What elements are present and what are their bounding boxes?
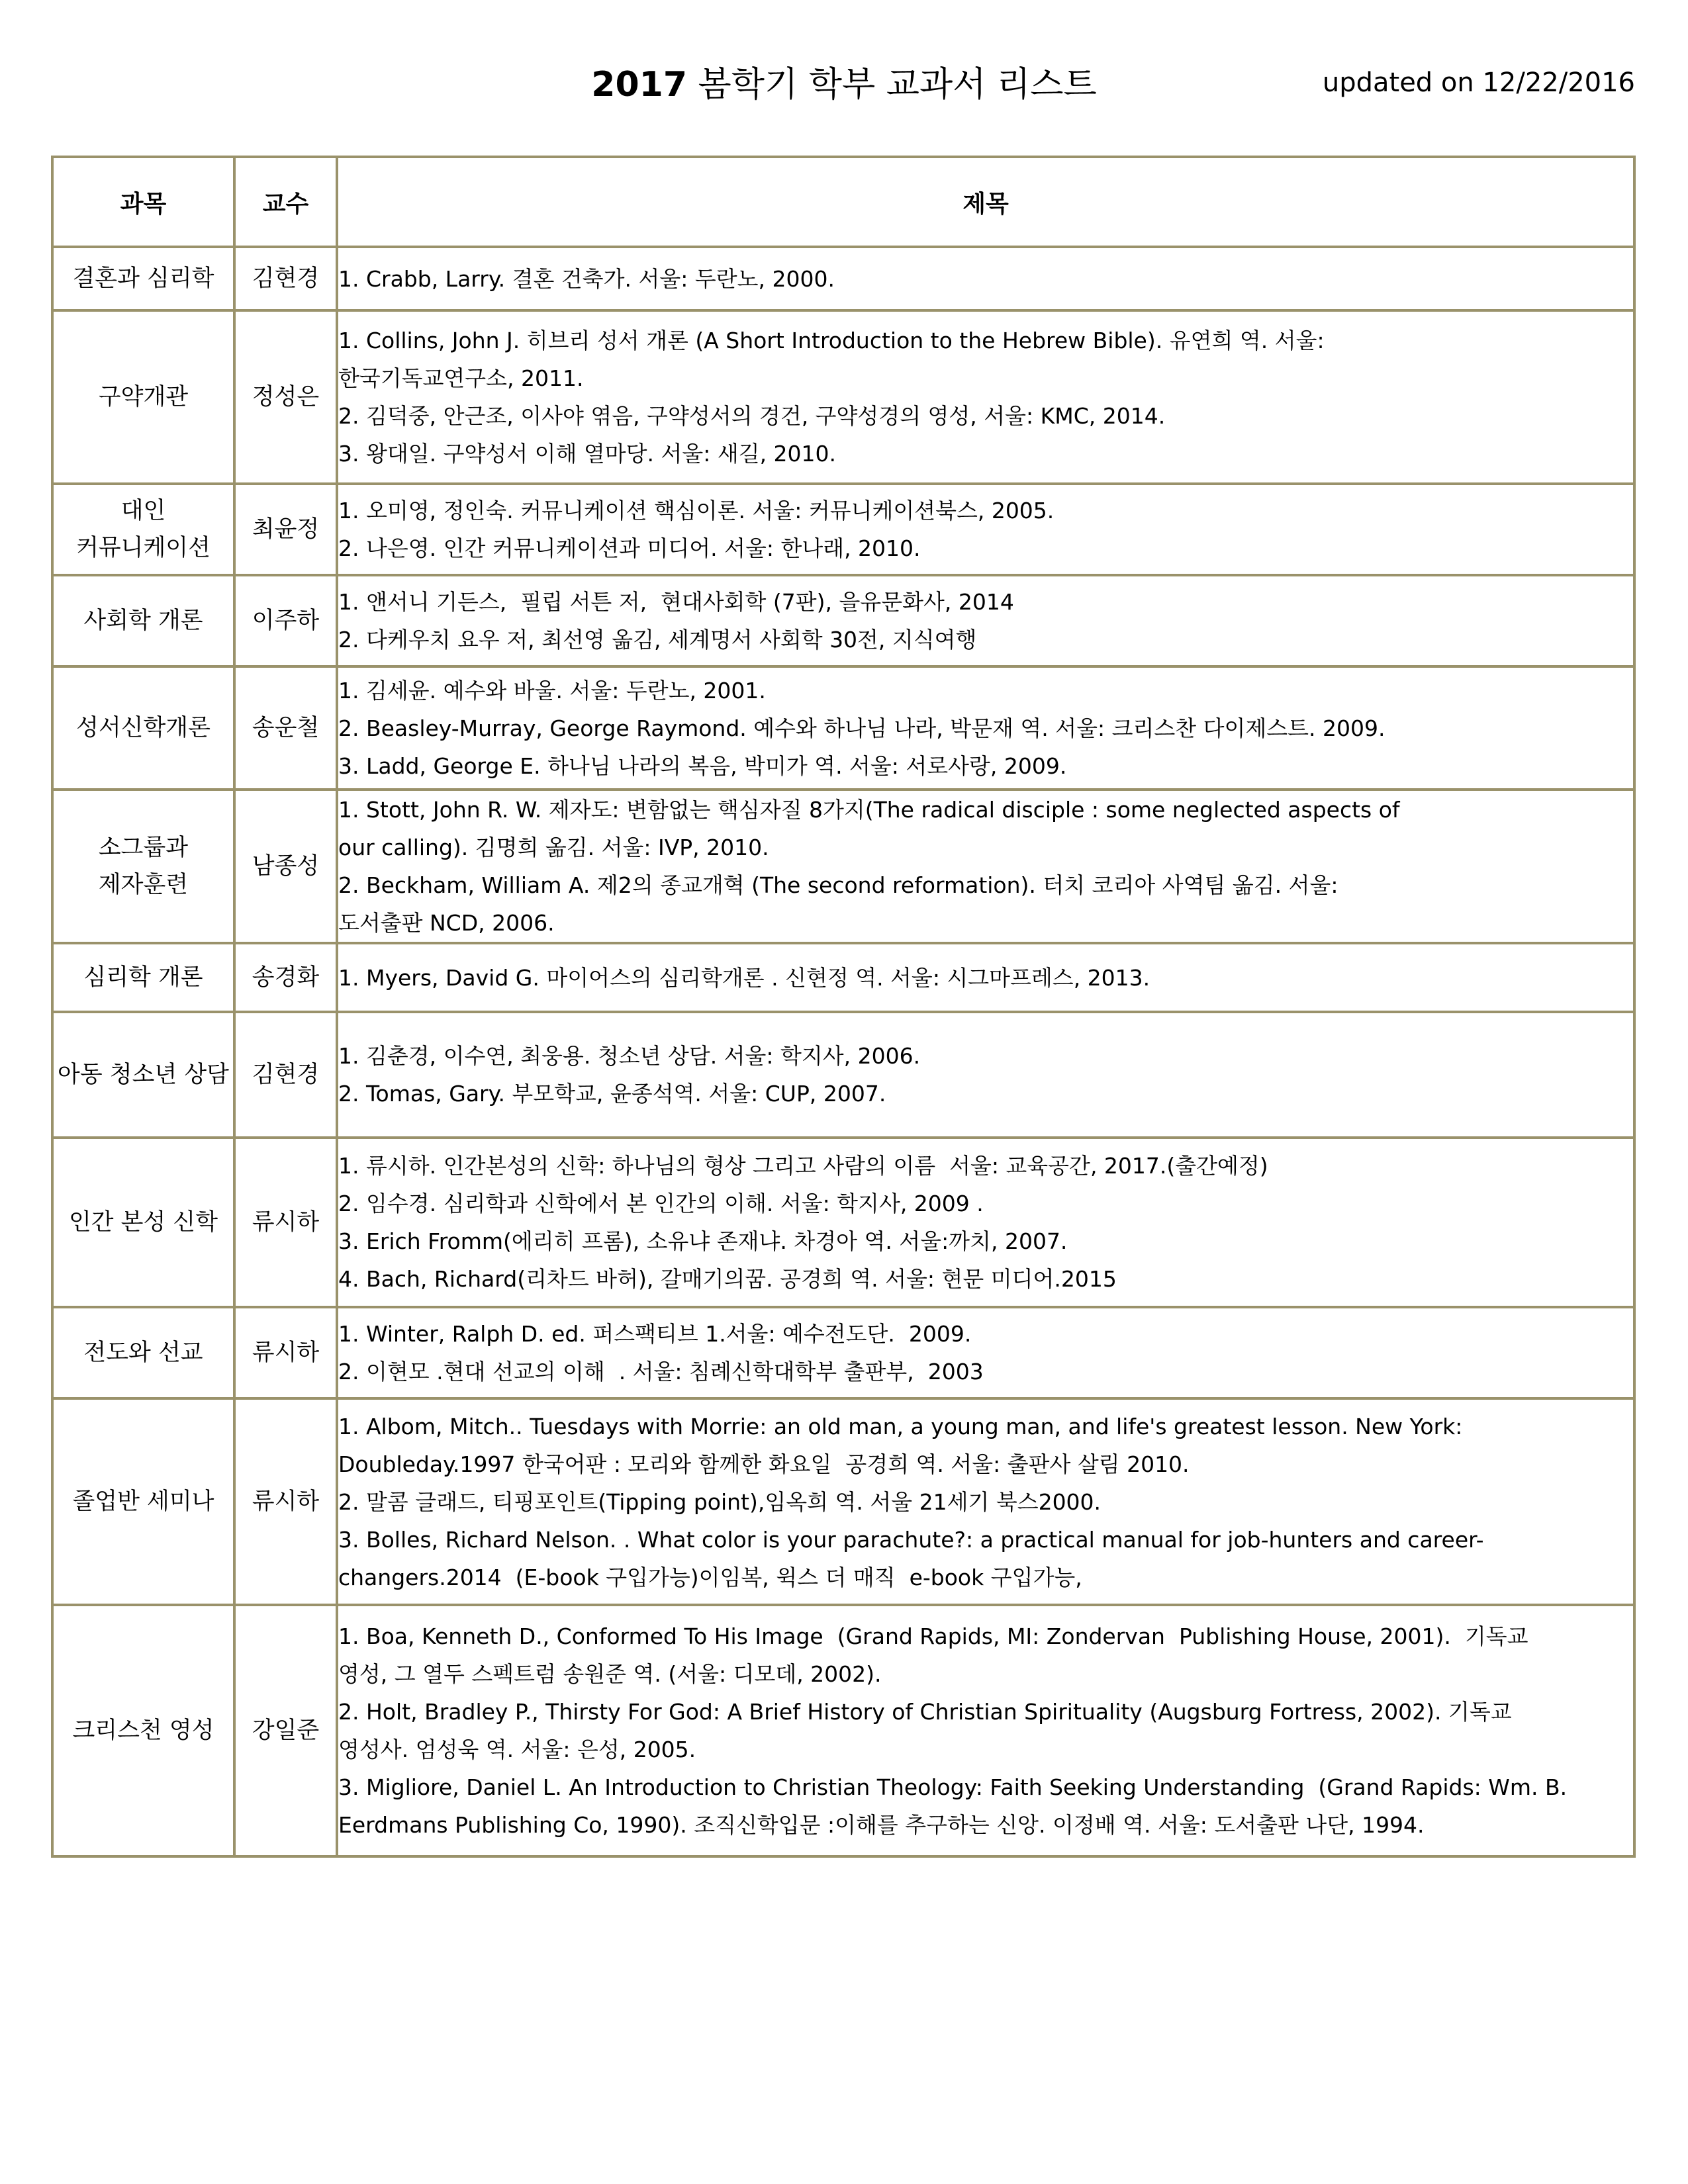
books-cell bbox=[337, 310, 1634, 484]
table-row bbox=[52, 247, 1634, 310]
course-cell: 심리학 개론 bbox=[52, 943, 234, 1012]
table-body bbox=[52, 247, 1634, 1856]
header-title: 제목 bbox=[337, 157, 1634, 247]
book-entry-line: 1. Boa, Kenneth D., Conformed To His Image (Grand Rapids, MI: Zondervan Publishing House, 2001). 기독교 bbox=[338, 1623, 1528, 1649]
title-text: 봄학기 학부 교과서 리스트 bbox=[687, 65, 1097, 105]
book-entry-line: 3. Bolles, Richard Nelson. . What color is your parachute?: a practical manual for job-hunters and career- bbox=[338, 1526, 1484, 1553]
course-cell: 졸업반 세미나 bbox=[52, 1398, 234, 1605]
book-entry-line: Doubleday.1997 한국어판 : 모리와 함께한 화요일 공경희 역. 서울: 출판사 살림 2010. bbox=[338, 1451, 1190, 1477]
header-professor: 교수 bbox=[234, 157, 337, 247]
book-entry-line: 1. 류시하. 인간본성의 신학: 하나님의 형상 그리고 사람의 이름 서울: 교육공간, 2017.(출간예정) bbox=[338, 1153, 1268, 1179]
book-entry-line: 2. Tomas, Gary. 부모학교, 윤종석역. 서울: CUP, 2007. bbox=[338, 1081, 886, 1107]
title-year: 2017 bbox=[591, 65, 688, 105]
book-entry-line: our calling). 김명희 옮김. 서울: IVP, 2010. bbox=[338, 835, 769, 860]
table-row bbox=[52, 666, 1634, 790]
table-header-row bbox=[52, 157, 1634, 247]
book-entry-line: 4. Bach, Richard(리차드 바허), 갈매기의꿈. 공경희 역. 서울: 현문 미디어.2015 bbox=[338, 1266, 1117, 1292]
book-entry-line: 한국기독교연구소, 2011. bbox=[338, 365, 584, 391]
header-course: 과목 bbox=[52, 157, 234, 247]
book-entry-line: 2. 임수경. 심리학과 신학에서 본 인간의 이해. 서울: 학지사, 2009 . bbox=[338, 1191, 984, 1216]
book-entry-line: 2. 김덕중, 안근조, 이사야 엮음, 구약성서의 경건, 구약성경의 영성, 서울: KMC, 2014. bbox=[338, 403, 1166, 429]
book-entry-line: 3. Ladd, George E. 하나님 나라의 복음, 박미가 역. 서울: 서로사랑, 2009. bbox=[338, 752, 1067, 779]
books-cell bbox=[337, 1398, 1634, 1605]
book-entry-line: 3. 왕대일. 구약성서 이해 열마당. 서울: 새길, 2010. bbox=[338, 441, 837, 467]
table-row bbox=[52, 1605, 1634, 1856]
books-cell bbox=[337, 1012, 1634, 1138]
book-entry-line: 1. Collins, John J. 히브리 성서 개론 (A Short Introduction to the Hebrew Bible). 유연희 역. 서울: bbox=[338, 328, 1325, 353]
books-cell bbox=[337, 943, 1634, 1012]
course-cell: 성서신학개론 bbox=[52, 666, 234, 790]
professor-cell: 송운철 bbox=[234, 666, 337, 790]
table-row bbox=[52, 1398, 1634, 1605]
professor-cell: 송경화 bbox=[234, 943, 337, 1012]
book-entry-line: 1. Crabb, Larry. 결혼 건축가. 서울: 두란노, 2000. bbox=[338, 265, 835, 292]
table-row bbox=[52, 1012, 1634, 1138]
book-entry-line: 2. Beasley-Murray, George Raymond. 예수와 하나님 나라, 박문재 역. 서울: 크리스찬 다이제스트. 2009. bbox=[338, 715, 1385, 741]
table-row bbox=[52, 790, 1634, 943]
book-entry-line: 영성사. 엄성욱 역. 서울: 은성, 2005. bbox=[338, 1737, 696, 1762]
professor-cell: 류시하 bbox=[234, 1307, 337, 1398]
table-row bbox=[52, 1138, 1634, 1307]
course-cell: 대인 커뮤니케이션 bbox=[52, 484, 234, 575]
book-entry-line: 1. Stott, John R. W. 제자도: 변함없는 핵심자질 8가지(The radical disciple : some neglected aspects of bbox=[338, 797, 1400, 823]
professor-cell: 김현경 bbox=[234, 247, 337, 310]
book-entry-line: 1. 앤서니 기든스, 필립 서튼 저, 현대사회학 (7판), 을유문화사, 2014 bbox=[338, 589, 1014, 615]
book-entry-line: changers.2014 (E-book 구입가능)이임복, 윅스 더 매직 e-book 구입가능, bbox=[338, 1564, 1082, 1590]
professor-cell: 남종성 bbox=[234, 790, 337, 943]
book-entry-line: 3. Erich Fromm(에리히 프롬), 소유냐 존재냐. 차경아 역. 서울:까치, 2007. bbox=[338, 1228, 1068, 1254]
book-entry-line: 2. Holt, Bradley P., Thirsty For God: A Brief History of Christian Spirituality (Augsburg Fortress, 2002). 기독교 bbox=[338, 1699, 1512, 1725]
table-row bbox=[52, 1307, 1634, 1398]
table-row bbox=[52, 484, 1634, 575]
professor-cell: 정성은 bbox=[234, 310, 337, 484]
book-entry-line: Eerdmans Publishing Co, 1990). 조직신학입문 :이해를 추구하는 신앙. 이정배 역. 서울: 도서출판 나단, 1994. bbox=[338, 1812, 1425, 1838]
course-cell: 전도와 선교 bbox=[52, 1307, 234, 1398]
table-row bbox=[52, 310, 1634, 484]
books-cell bbox=[337, 247, 1634, 310]
textbook-table bbox=[51, 156, 1636, 1858]
professor-cell: 류시하 bbox=[234, 1398, 337, 1605]
professor-cell: 이주하 bbox=[234, 575, 337, 666]
book-entry-line: 1. Albom, Mitch.. Tuesdays with Morrie: an old man, a young man, and life's greatest lesson. New York: bbox=[338, 1413, 1463, 1439]
book-entry-line: 1. 오미영, 정인숙. 커뮤니케이션 핵심이론. 서울: 커뮤니케이션북스, 2005. bbox=[338, 498, 1055, 523]
book-entry-line: 2. Beckham, William A. 제2의 종교개혁 (The second reformation). 터치 코리아 사역팀 옮김. 서울: bbox=[338, 872, 1338, 898]
books-cell bbox=[337, 666, 1634, 790]
course-cell: 결혼과 심리학 bbox=[52, 247, 234, 310]
course-cell: 사회학 개론 bbox=[52, 575, 234, 666]
book-entry-line: 1. 김춘경, 이수연, 최웅용. 청소년 상담. 서울: 학지사, 2006. bbox=[338, 1043, 921, 1069]
course-cell: 크리스천 영성 bbox=[52, 1605, 234, 1856]
table-row bbox=[52, 943, 1634, 1012]
professor-cell: 최윤정 bbox=[234, 484, 337, 575]
books-cell bbox=[337, 1605, 1634, 1856]
professor-cell: 강일준 bbox=[234, 1605, 337, 1856]
books-cell bbox=[337, 575, 1634, 666]
course-cell: 인간 본성 신학 bbox=[52, 1138, 234, 1307]
book-entry-line: 1. Myers, David G. 마이어스의 심리학개론 . 신현정 역. 서울: 시그마프레스, 2013. bbox=[338, 964, 1150, 991]
books-cell bbox=[337, 1138, 1634, 1307]
course-cell: 소그룹과 제자훈련 bbox=[52, 790, 234, 943]
books-cell bbox=[337, 790, 1634, 943]
books-cell bbox=[337, 484, 1634, 575]
book-entry-line: 3. Migliore, Daniel L. An Introduction to Christian Theology: Faith Seeking Understanding (Grand Rapids: Wm. B. bbox=[338, 1774, 1568, 1800]
course-cell: 구약개관 bbox=[52, 310, 234, 484]
professor-cell: 류시하 bbox=[234, 1138, 337, 1307]
book-entry-line: 1. 김세윤. 예수와 바울. 서울: 두란노, 2001. bbox=[338, 677, 766, 704]
book-entry-line: 영성, 그 열두 스펙트럼 송원준 역. (서울: 디모데, 2002). bbox=[338, 1661, 882, 1687]
book-entry-line: 2. 나은영. 인간 커뮤니케이션과 미디어. 서울: 한나래, 2010. bbox=[338, 535, 921, 561]
book-entry-line: 2. 이현모 .현대 선교의 이해 . 서울: 침례신학대학부 출판부, 2003 bbox=[338, 1359, 984, 1385]
books-cell bbox=[337, 1307, 1634, 1398]
book-entry-line: 2. 다케우치 요우 저, 최선영 옮김, 세계명서 사회학 30전, 지식여행 bbox=[338, 627, 977, 653]
book-entry-line: 1. Winter, Ralph D. ed. 퍼스팩티브 1.서울: 예수전도단. 2009. bbox=[338, 1321, 972, 1347]
book-entry-line: 2. 말콤 글래드, 티핑포인트(Tipping point),임옥희 역. 서울 21세기 북스2000. bbox=[338, 1488, 1102, 1515]
professor-cell: 김현경 bbox=[234, 1012, 337, 1138]
course-cell: 아동 청소년 상담 bbox=[52, 1012, 234, 1138]
updated-date: updated on 12/22/2016 bbox=[1322, 68, 1635, 98]
table-row bbox=[52, 575, 1634, 666]
book-entry-line: 도서출판 NCD, 2006. bbox=[338, 910, 555, 936]
